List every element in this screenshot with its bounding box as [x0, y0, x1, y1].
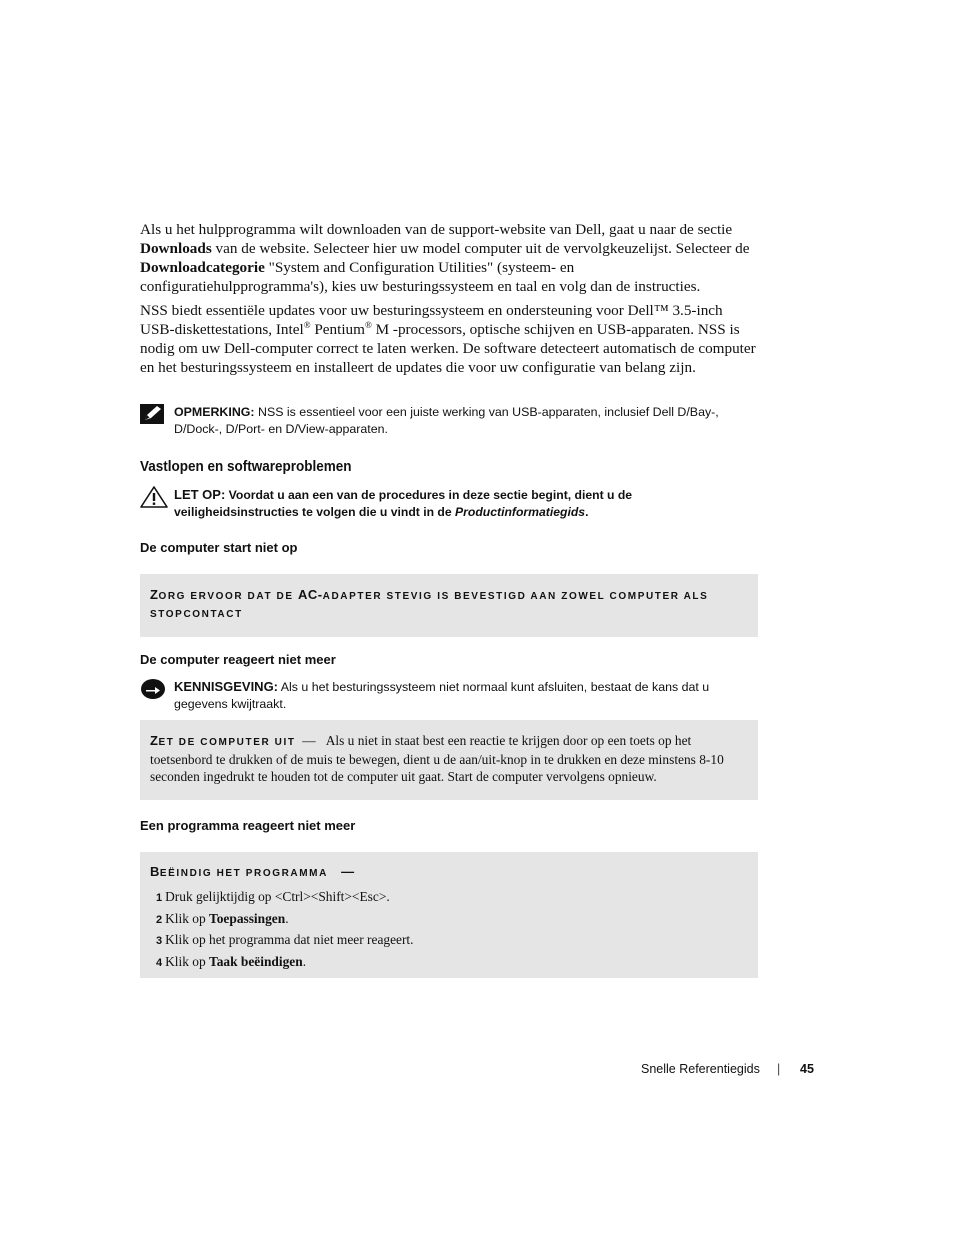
caution-text: .: [585, 505, 589, 519]
downloads-term: Downloads: [140, 240, 212, 257]
caution-text: Voordat u aan een van de procedures in deze sectie begint, dient u de veiligheidsinstructies te volgen die u vindt in de: [174, 488, 633, 519]
note-opmerking: [140, 404, 760, 440]
tip-box-computer-uit: [140, 720, 758, 800]
tip-heading: ZORG ERVOOR DAT DE AC-ADAPTER STEVIG IS BEVESTIGD AAN ZOWEL COMPUTER ALS STOPCONTACT: [150, 587, 709, 620]
tip-body: [150, 732, 748, 785]
steps-list: [150, 887, 748, 973]
subheading-start-niet-op: De computer start niet op: [140, 540, 298, 555]
tip-heading: BEËINDIG HET PROGRAMMA —: [150, 864, 356, 879]
tip-box-programma-beeindigen: [140, 852, 758, 978]
step-item: 1 Druk gelijktijdig op <Ctrl><Shift><Esc>.: [156, 889, 390, 904]
intro-paragraph-1: [140, 220, 760, 296]
step-item: 3 Klik op het programma dat niet meer reageert.: [156, 932, 414, 947]
intro-text: M -processors, optische schijven en USB-apparaten. NSS is nodig om uw Dell-computer correct te laten werken. De software detecteert automatisch de computer en het besturingssysteem en installeert de updates die voor uw configuratie van belang zijn.: [140, 321, 756, 376]
em-dash: —: [341, 864, 356, 879]
intro-text: "System and Configuration Utilities" (systeem- en configuratiehulpprogramma's), kies uw besturingssysteem en taal en volg dan de instructies.: [140, 259, 701, 295]
tip-heading: ZET DE COMPUTER UIT: [150, 733, 296, 748]
productinformatiegids-title: Productinformatiegids: [455, 505, 586, 519]
subheading-reageert-niet-meer: De computer reageert niet meer: [140, 652, 336, 667]
downloadcategorie-term: Downloadcategorie: [140, 259, 265, 276]
tip-text: Als u niet in staat best een reactie te krijgen door op een toets op het toetsenbord te drukken of de muis te bewegen, dient u de aan/uit-knop in te drukken en deze minstens 8-10 seconden ingedrukt te houden tot de computer uit gaat. Start de computer vervolgens opnieuw.: [150, 733, 724, 784]
intro-paragraph-2: [140, 301, 760, 377]
step-item: 2 Klik op Toepassingen.: [156, 910, 289, 926]
notice-kennisgeving: [140, 678, 760, 714]
notice-hand-icon: [140, 678, 166, 705]
em-dash: —: [302, 733, 316, 748]
intro-text: NSS biedt essentiële updates voor uw besturingssysteem en ondersteuning voor Dell™ 3.5-inch USB-diskettestations, Intel: [140, 302, 723, 338]
warning-triangle-icon: [140, 486, 168, 513]
tip-box-ac-adapter: [140, 574, 758, 637]
notice-label: KENNISGEVING:: [174, 679, 279, 694]
step-item: 4 Klik op Taak beëindigen.: [156, 953, 307, 969]
pencil-note-icon: [140, 404, 164, 429]
footer-separator: |: [777, 1062, 781, 1076]
note-label: OPMERKING:: [174, 405, 255, 419]
section-title: Vastlopen en softwareproblemen: [140, 458, 352, 475]
registered-mark: ®: [303, 320, 311, 330]
note-text: NSS is essentieel voor een juiste werking van USB-apparaten, inclusief Dell D/Bay-, D/Dock-, D/Port- en D/View-apparaten.: [174, 405, 719, 436]
footer-guide-title: Snelle Referentiegids: [641, 1062, 760, 1076]
subheading-programma-reageert-niet: Een programma reageert niet meer: [140, 818, 356, 833]
toepassingen-term: Toepassingen: [209, 910, 286, 926]
intro-text: Als u het hulpprogramma wilt downloaden van de support-website van Dell, gaat u naar de sectie: [140, 221, 733, 238]
intro-text: Pentium: [310, 321, 365, 338]
taak-beeindigen-term: Taak beëindigen: [209, 953, 303, 969]
caution-label: LET OP:: [174, 487, 226, 502]
caution-let-op: [140, 486, 760, 522]
intro-text: van de website. Selecteer hier uw model computer uit de vervolgkeuzelijst. Selecteer de: [211, 240, 750, 257]
registered-mark: ®: [364, 320, 372, 330]
notice-text: Als u het besturingssysteem niet normaal kunt afsluiten, bestaat de kans dat u gegevens kwijtraakt.: [174, 680, 710, 711]
page-number: 45: [800, 1062, 814, 1076]
